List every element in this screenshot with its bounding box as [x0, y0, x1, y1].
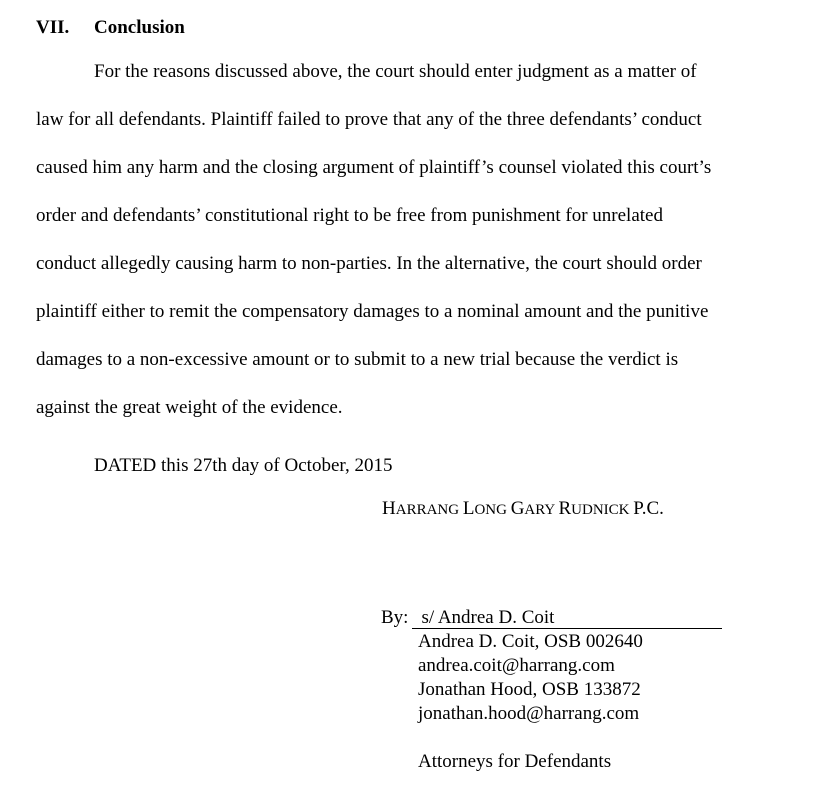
firm-name-part: ARRANG [395, 502, 463, 518]
dated-line: DATED this 27th day of October, 2015 [94, 455, 393, 476]
firm-name-part: ONG [474, 502, 511, 518]
attorney-email: jonathan.hood@harrang.com [418, 703, 640, 724]
attorney-email: andrea.coit@harrang.com [418, 655, 615, 676]
signature-line: s/ Andrea D. Coit [412, 608, 722, 629]
attorney-name: Andrea D. Coit, OSB 002640 [418, 631, 643, 652]
attorney-name: Jonathan Hood, OSB 133872 [418, 679, 641, 700]
paragraph-line: caused him any harm and the closing argument of plaintiff’s counsel violated this court’s [36, 157, 712, 178]
signature-block [381, 607, 722, 629]
firm-name-part: P.C. [633, 498, 664, 519]
attorneys-for: Attorneys for Defendants [418, 751, 612, 772]
firm-name-part: H [382, 498, 396, 519]
firm-name-part: G [510, 498, 525, 519]
section-title: Conclusion [94, 17, 185, 38]
paragraph-line: For the reasons discussed above, the court should enter judgment as a matter of [94, 61, 697, 82]
firm-name [382, 498, 664, 520]
firm-name-part: UDNICK [571, 502, 634, 518]
firm-name-part: R [558, 498, 572, 519]
firm-name-part: L [462, 498, 475, 519]
section-number: VII. [36, 17, 70, 38]
by-label: By: [381, 607, 409, 628]
paragraph-line: law for all defendants. Plaintiff failed to prove that any of the three defendants’ conduct [36, 109, 702, 130]
section-heading [36, 17, 185, 39]
paragraph-line: order and defendants’ constitutional right to be free from punishment for unrelated [36, 205, 663, 226]
paragraph-line: conduct allegedly causing harm to non-parties. In the alternative, the court should order [36, 253, 702, 274]
paragraph-line: against the great weight of the evidence. [36, 397, 343, 418]
paragraph-line: damages to a non-excessive amount or to submit to a new trial because the verdict is [36, 349, 679, 370]
paragraph-line: plaintiff either to remit the compensatory damages to a nominal amount and the punitive [36, 301, 709, 322]
firm-name-part: ARY [524, 502, 559, 518]
